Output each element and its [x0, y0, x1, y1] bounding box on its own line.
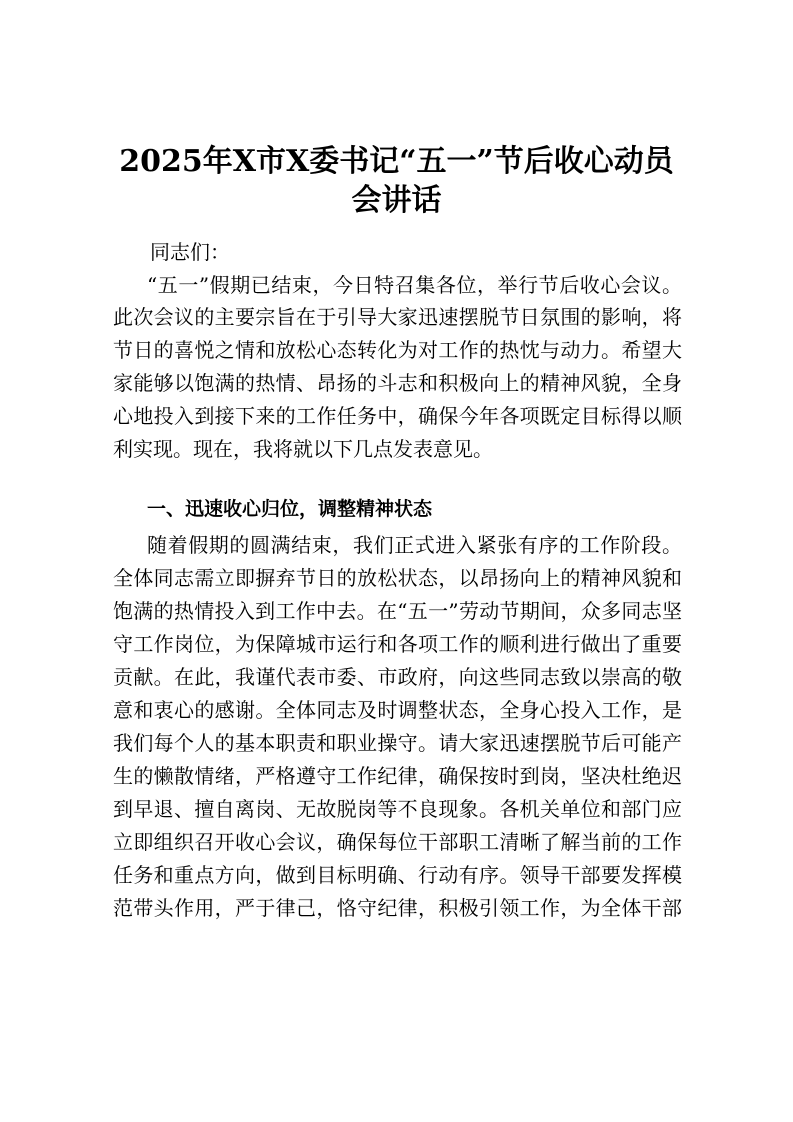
paragraph-2-line: 全体同志需立即摒弃节日的放松状态，以昂扬向上的精神风貌和 [113, 566, 682, 590]
document-title-line-1: 2025年X市X委书记“五一”节后收心动员 [119, 144, 674, 179]
paragraph-2-line: 到早退、擅自离岗、无故脱岗等不良现象。各机关单位和部门应 [113, 797, 682, 821]
paragraph-2-line: 我们每个人的基本职责和职业操守。请大家迅速摆脱节后可能产 [113, 731, 682, 755]
paragraph-1-line: 此次会议的主要宗旨在于引导大家迅速摆脱节日氛围的影响，将 [113, 305, 682, 329]
paragraph-2-line: 生的懒散情绪，严格遵守工作纪律，确保按时到岗，坚决杜绝迟 [113, 764, 682, 788]
salutation: 同志们： [150, 240, 230, 264]
paragraph-2-line: 立即组织召开收心会议，确保每位干部职工清晰了解当前的工作 [113, 830, 682, 854]
paragraph-2-line: 守工作岗位，为保障城市运行和各项工作的顺利进行做出了重要 [113, 632, 682, 656]
paragraph-1-line: 心地投入到接下来的工作任务中，确保今年各项既定目标得以顺 [113, 404, 682, 428]
paragraph-2-line: 意和衷心的感谢。全体同志及时调整状态，全身心投入工作，是 [113, 698, 682, 722]
paragraph-1-line: “五一”假期已结束，今日特召集各位，举行节后收心会议。 [147, 273, 682, 297]
paragraph-2-line: 范带头作用，严于律己，恪守纪律，积极引领工作，为全体干部 [113, 896, 682, 920]
paragraph-2-line: 贡献。在此，我谨代表市委、市政府，向这些同志致以崇高的敬 [113, 665, 682, 689]
paragraph-2-line: 任务和重点方向，做到目标明确、行动有序。领导干部要发挥模 [113, 863, 682, 887]
paragraph-1-line: 节日的喜悦之情和放松心态转化为对工作的热忱与动力。希望大 [113, 338, 682, 362]
paragraph-1-line: 家能够以饱满的热情、昂扬的斗志和积极向上的精神风貌，全身 [113, 371, 682, 395]
paragraph-2-line: 随着假期的圆满结束，我们正式进入紧张有序的工作阶段。 [147, 533, 682, 557]
document-title-line-2: 会讲话 [351, 183, 442, 218]
section-1-heading: 一、迅速收心归位，调整精神状态 [147, 498, 433, 520]
paragraph-2-line: 饱满的热情投入到工作中去。在“五一”劳动节期间，众多同志坚 [113, 599, 682, 623]
paragraph-1-line: 利实现。现在，我将就以下几点发表意见。 [113, 437, 493, 461]
